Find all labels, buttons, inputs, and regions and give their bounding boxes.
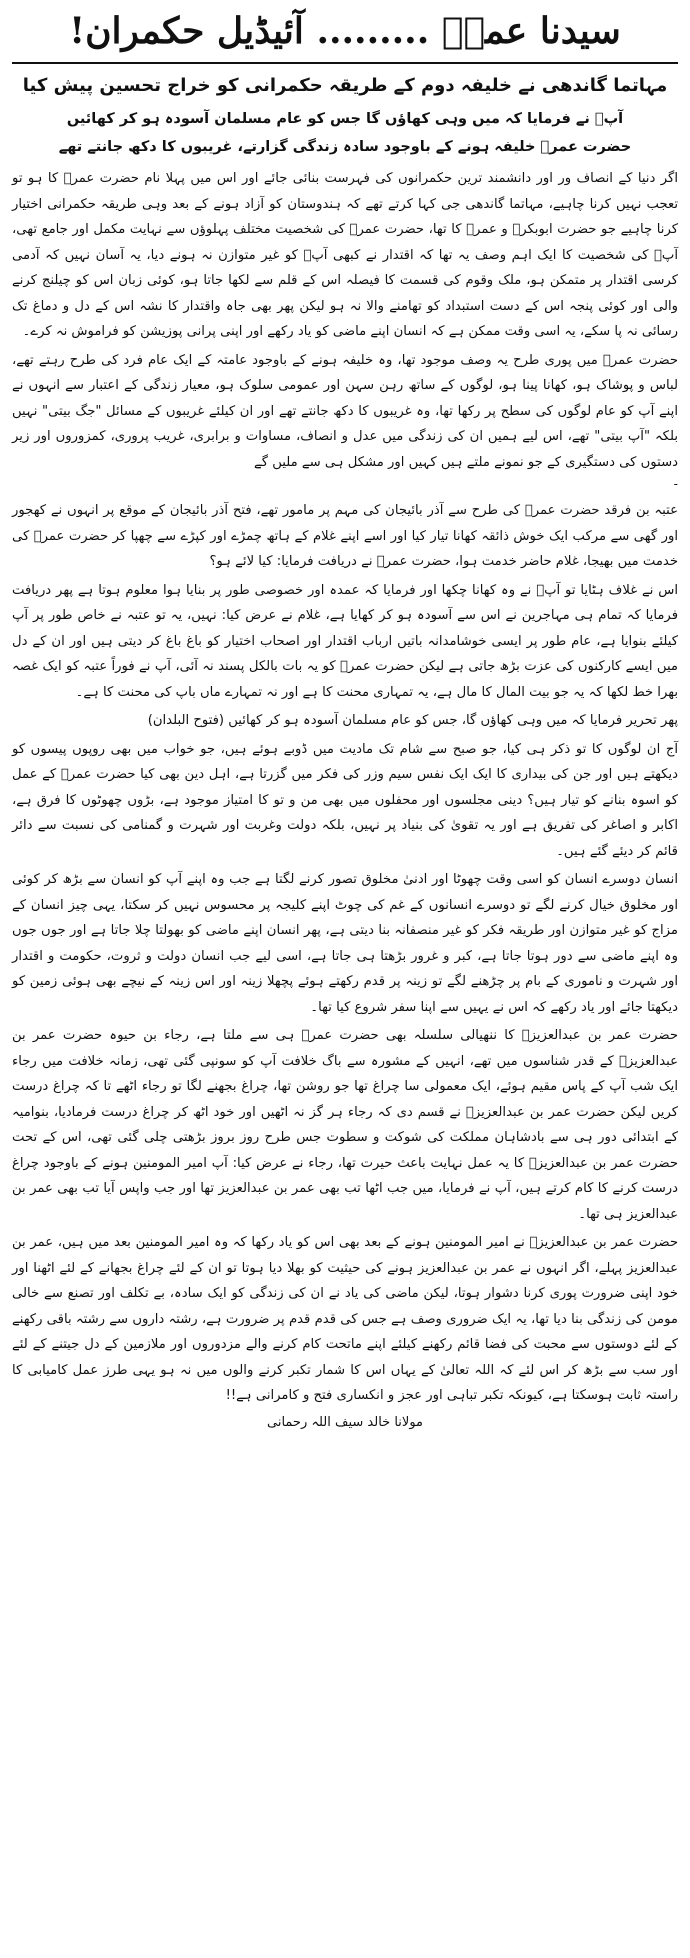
paragraph: حضرت عمرؓ میں پوری طرح یہ وصف موجود تھا، وہ خلیفہ ہونے کے باوجود عامتہ کے ایک عام فرد کی طرح رہتے تھے، لباس و پوشاک ہو، کھانا پینا ہو، لوگوں کے ساتھ رہن سہن اور عمومی سلوک ہو، معیار زندگی کے اعتبار سے انہوں نے اپنے آپ کو عام لوگوں کی سطح پر رکھا تھا، وہ غریبوں کا دکھ جانتے تھے اور ان کیلئے غریبوں کے مسائل "جگ بیتی" نہیں بلکہ "آپ بیتی" تھے، اس لیے ہمیں ان کی زندگی میں عدل و انصاف، مساوات و برابری، غریب پروری، کمزوروں اور زیر دستوں کی دستگیری کے جو نمونے ملتے ہیں کہیں اور مشکل ہی سے ملیں گے (12, 352, 678, 470)
headline: سیدنا عمرؓ ......... آئیڈیل حکمران! (69, 10, 621, 52)
deck-line: آپؓ نے فرمایا کہ میں وہی کھاؤں گا جس کو عام مسلمان آسودہ ہو کر کھائیں (66, 111, 624, 127)
section-dash: - (673, 477, 678, 491)
paragraph: عتبہ بن فرقد حضرت عمرؓ کی طرح سے آذر بائیجان کی مہم پر مامور تھے، فتح آذر بائیجان کے موقع پر انہوں نے کھجور اور گھی سے مرکب ایک خوش ذائقہ کھانا تیار کیا اور اسے اپنے غلام کے ہاتھ چمڑے اور کپڑے سے چھپا کر حضرت عمرؓ کی خدمت میں بھیجا، غلام حاضر خدمت ہوا، حضرت عمرؓ نے دریافت فرمایا: کیا لائے ہو؟ (12, 503, 678, 569)
paragraph: پھر تحریر فرمایا کہ میں وہی کھاؤں گا، جس کو عام مسلمان آسودہ ہو کر کھائیں (فتوح البلدان) (147, 713, 678, 728)
deck-group (12, 106, 678, 160)
paragraph: اگر دنیا کے انصاف ور اور دانشمند ترین حکمرانوں کی فہرست بنائی جائے اور اس میں پہلا نام حضرت عمرؓ کا ہو تو تعجب نہیں کرنا چاہیے، مہاتما گاندھی جی کہا کرتے تھے کہ ہندوستان کو آزاد ہونے کے بعد وہی طریقہ حکمرانی اختیار کرنا چاہیے جو حضرت ابوبکرؓ و عمرؓ کا تھا، حضرت عمرؓ کی شخصیت مختلف پہلوؤں سے نہایت مکمل اور جامع تھی، آپؓ کی شخصیت کا ایک اہم وصف یہ تھا کہ اقتدار نے کبھی آپؓ کو غیر متوازن نہ ہونے دیا، یہ آسان نہیں کہ آدمی کرسی اقتدار پر متمکن ہو، ملک وقوم کی قسمت کا فیصلہ اس کے قلم سے لکھا جاتا ہو، کوئی زبان اس کو چیلنج کرنے والی اور کوئی پنجہ اس کے دست استبداد کو تھامنے والا نہ ہو لیکن پھر بھی جاہ واقتدار کا نشہ اس کے دل و دماغ تک رسائی نہ پا سکے، یہ اسی وقت ممکن ہے کہ انسان اپنے ماضی کو یاد رکھے اور اپنی پرانی پوزیشن کو فراموش نہ کرے۔ (12, 171, 678, 339)
subheadline: مہاتما گاندھی نے خلیفہ دوم کے طریقہ حکمرانی کو خراج تحسین پیش کیا (22, 75, 668, 96)
headline-divider (12, 62, 678, 64)
deck-line: حضرت عمرؓ خلیفہ ہونے کے باوجود سادہ زندگی گزارتے، غریبوں کا دکھ جانتے تھے (58, 139, 632, 155)
paragraph: آج ان لوگوں کا تو ذکر ہی کیا، جو صبح سے شام تک مادیت میں ڈوبے ہوئے ہیں، جو خواب میں بھی روپوں پیسوں کو دیکھتے ہیں اور جن کی بیداری کا ایک ایک نفس سیم وزر کی فکر میں گزرتا ہے، اہل دین بھی کیا حضرت عمرؓ کے عمل کو اسوہ بنانے کو تیار ہیں؟ دینی مجلسوں اور محفلوں میں بھی من و تو کا امتیاز موجود ہے، بڑوں چھوٹوں کا فرق ہے، اکابر و اصاغر کی تفریق ہے اور یہ تقویٰ کی بنیاد پر نہیں، بلکہ دولت وغربت اور شہرت و گمنامی کی نسبت سے دائر قائم کر دیئے گئے ہیں۔ (12, 741, 678, 859)
paragraph: حضرت عمر بن عبدالعزیزؒ کا ننھیالی سلسلہ بھی حضرت عمرؓ ہی سے ملتا ہے، رجاء بن حیوہ حضرت عمر بن عبدالعزیزؒ کے قدر شناسوں میں تھے، انہیں کے مشورہ سے باگ خلافت آپ کو سونپی گئی تھی، زمانہ خلافت میں رجاء ایک شب آپ کے پاس مقیم ہوئے، ایک معمولی سا چراغ تھا جو روشن تھا، چراغ بجھنے لگا تو رجاء اٹھے تا کہ چراغ درست کریں لیکن حضرت عمر بن عبدالعزیزؒ نے قسم دی کہ رجاء ہر گز نہ اٹھیں اور خود اٹھ کر چراغ درست فرمادیا، بنوامیہ کے ابتدائی دور ہی سے بادشاہان مملکت کی شوکت و سطوت جس طرح روز بروز بڑھتی چلی گئی تھی، اس کے تحت حضرت عمر بن عبدالعزیزؒ کا یہ عمل نہایت باعث حیرت تھا، رجاء نے عرض کیا: آپ امیر المومنین ہونے کے باوجود چراغ درست کرنے کا کام کرتے ہیں، آپ نے فرمایا، میں جب اٹھا تب بھی عمر بن عبدالعزیز تھا اور جب واپس آیا تب بھی عمر بن عبدالعزیز ہی تھا۔ (12, 1028, 678, 1222)
paragraph: حضرت عمر بن عبدالعزیزؒ نے امیر المومنین ہونے کے بعد بھی اس کو یاد رکھا کہ وہ امیر المومنین بعد میں ہیں، عمر بن عبدالعزیز پہلے، اگر انہوں نے عمر بن عبدالعزیز ہونے کی حیثیت کو بھلا دیا ہوتا تو ان کے لئے چراغ بجھانے کے لئے اٹھنا اور خود اپنی ضرورت پوری کرنا دشوار ہوتا، لیکن ماضی کی یاد نے ان کی زندگی کو ایک سادہ، بے تکلف اور تصنع سے خالی مومن کی زندگی بنا دیا تھا، یہ ایک ضروری وصف ہے جس کی قدم قدم پر ضرورت ہے، رشتہ داروں سے رشتہ باقی رکھنے کے لئے دوستوں سے محبت کی فضا قائم رکھنے کیلئے اپنے ماتحت کام کرنے والے مزدوروں اور ملازمین کے دل جیتنے کے لئے اور سب سے بڑھ کر اس لئے کہ اللہ تعالیٰ کے یہاں اس کا شمار تکبر کرنے والوں میں نہ ہو یہی طرز عمل کامیابی کا راستہ ثابت ہوسکتا ہے، کیونکہ تکبر تباہی اور عجز و انکساری فتح و کامرانی ہے!! (12, 1235, 678, 1403)
paragraph: انسان دوسرے انسان کو اسی وقت چھوٹا اور ادنیٰ مخلوق تصور کرنے لگتا ہے جب وہ اپنے آپ کو انسان سے بڑھ کر کوئی اور مخلوق خیال کرنے لگے تو دوسرے انسانوں کے غم کی چوٹ اپنے کلیجہ پر محسوس نہیں کر سکتا، یہی چیز انسان کے مزاج کو غیر متوازن اور طریقہ فکر کو غیر منصفانہ بنا دیتی ہے، پھر انسان اپنے ماضی کو بھولتا چلا جاتا ہے اور جوں جوں وہ اپنے ماضی سے دور ہوتا جاتا ہے، کبر و غرور بڑھتا ہی جاتا ہے، اسی لیے جب انسان دولت و ثروت، حکومت و اقتدار اور شہرت و ناموری کے بام پر چڑھنے لگے تو زینہ پر قدم رکھتے ہوئے پچھلا زینہ اور اس زینہ کے نیچے بھی ہوئی زمین کو دیکھتا جائے اور یاد رکھے کہ اس نے یہیں سے اپنا سفر شروع کیا تھا۔ (12, 872, 678, 1015)
article-body (12, 166, 678, 1409)
paragraph: اس نے غلاف ہٹایا تو آپؓ نے وہ کھانا چکھا اور فرمایا کہ عمدہ اور خصوصی طور پر بنایا ہوا معلوم ہوتا ہے پھر دریافت فرمایا کہ تمام ہی مہاجرین نے اس سے آسودہ ہو کر کھایا ہے، غلام نے عرض کیا: نہیں، یہ تو عتبہ نے خاص طور پر آپ کیلئے بنوایا ہے، عام طور پر ایسی خوشامدانہ باتیں ارباب اقتدار اور اصحاب اختیار کو باغ باغ کر دیتی ہیں اور ان کے دل میں ایسے کارکنوں کی عزت بڑھ جاتی ہے لیکن حضرت عمرؓ کو یہ بات بالکل پسند نہ آئی، آپ نے فوراً عتبہ کو ایک غصہ بھرا خط لکھا کہ یہ جو بیت المال کا مال ہے، یہ تمہاری محنت کا ہے اور نہ تمہارے ماں باپ کی محنت کا ہے۔ (12, 582, 678, 700)
author-byline: مولانا خالد سیف اللہ رحمانی (267, 1414, 423, 1430)
